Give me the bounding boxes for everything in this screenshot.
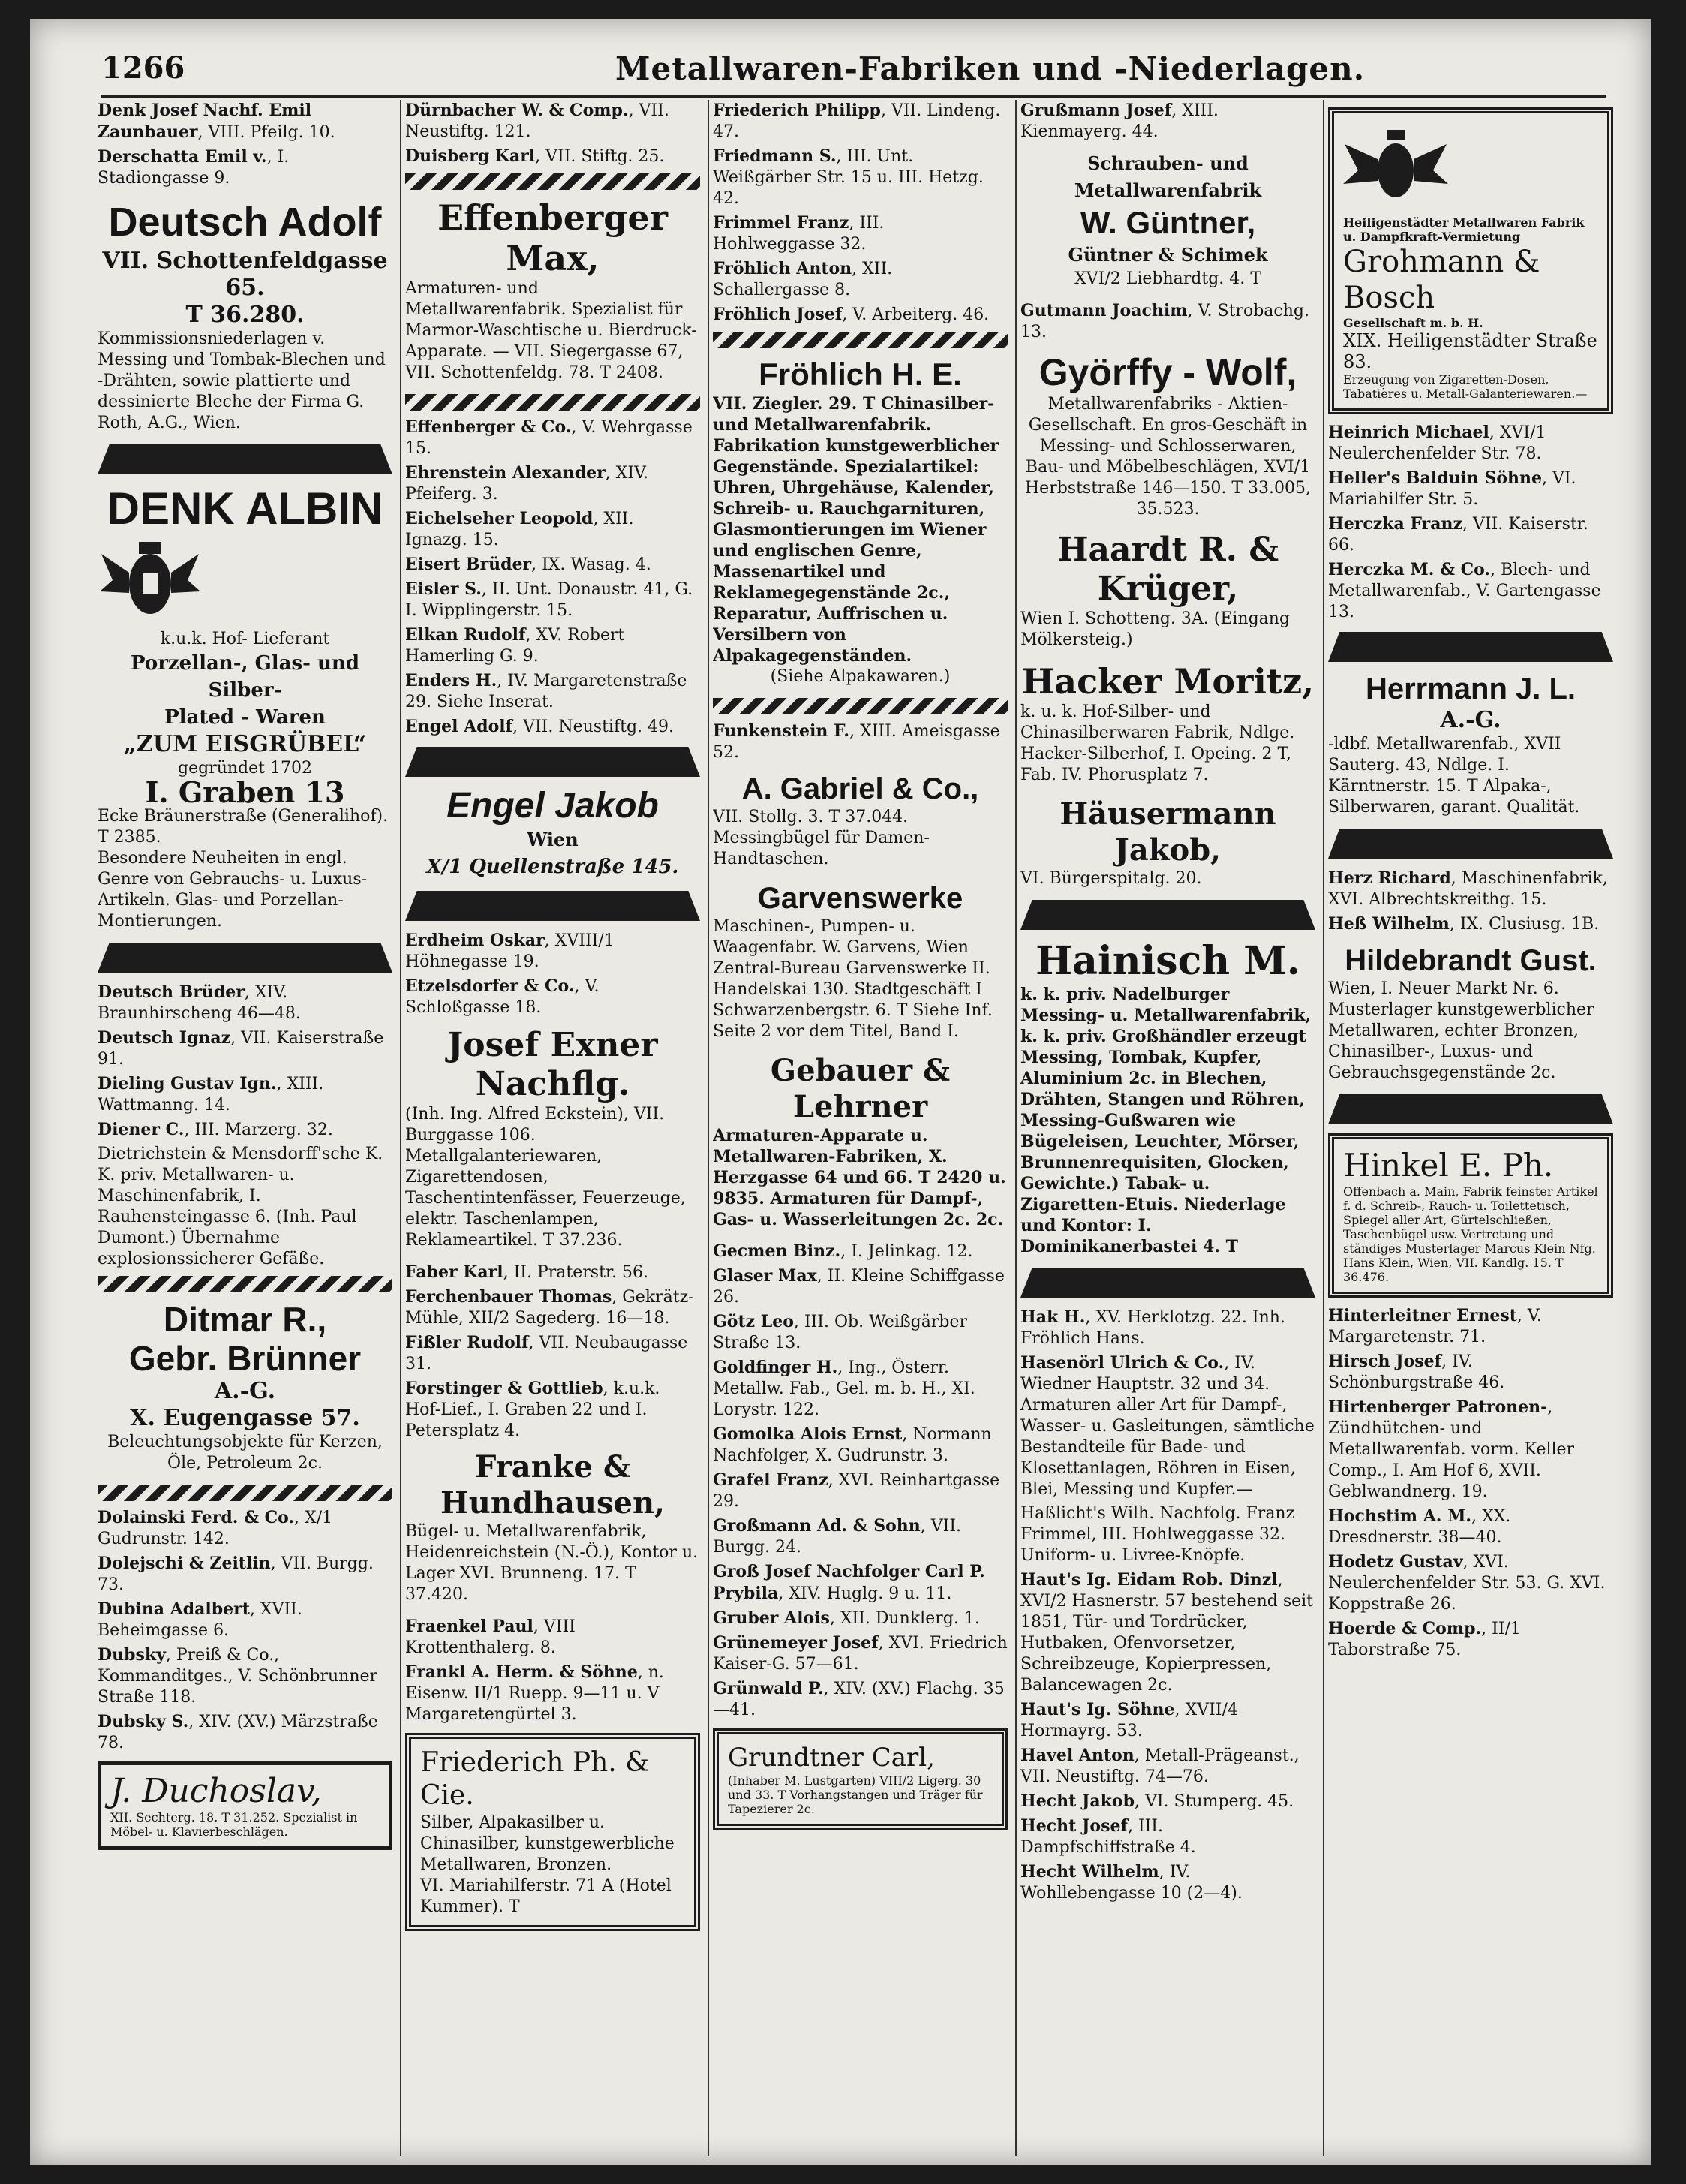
ad-border [405,891,700,921]
ad-border [98,444,392,474]
firm-name: Goldfinger H. [713,1358,838,1377]
ad-text: Ecke Bräunerstraße (Generalihof). T 2385. [98,807,389,847]
firm-name: Hecht Jakob [1020,1791,1135,1811]
ad-text: k. k. priv. Nadelburger Messing- u. Metallwarenfabrik, k. k. priv. Großhändler erzeugt Messing, Tombak, Kupfer, Aluminium 2c. in Blechen, Drähten, Stangen und Röhren, Messing-Gußwaren wie Bügeleisen, Leuchter, Mörser, Brunnenrequisiten, Glocken, Gewichte.) Tabak- u. Zigaretten-Etuis. Niederlage und Kontor: I. Dominikanerbastei 4. T [1020,985,1312,1256]
listing-entry: Haut's Ig. Eidam Rob. Dinzl, XVI/2 Hasnerstr. 57 bestehend seit 1851, Tür- und Tordrücker, Hutbaken, Ofenvorsetzer, Schreibzeuge, Kopierpressen, Balancewagen 2c. [1020,1570,1314,1695]
ad-shop-name: „ZUM EISGRÜBEL“ [123,731,367,757]
ad-address: I. Graben 13 [145,775,345,809]
ad-subtitle: k.u.k. Hof- Lieferant [160,630,330,648]
ad-grundtner [713,1728,1008,1830]
firm-name: Hasenörl Ulrich & Co. [1020,1353,1225,1373]
firm-name: Ehrenstein Alexander [405,463,606,483]
firm-name: Dubina Adalbert [98,1599,250,1619]
ad-gebauer-lehrner [713,1053,1008,1230]
listing-entry: Gomolka Alois Ernst, Normann Nachfolger, X. Gudrunstr. 3. [713,1424,992,1465]
ad-text: VII. Ziegler. 29. T Chinasilber- und Metallwarenfabrik. Fabrikation kunstgewerblicher Gegenstände. Spezialartikel: Uhren, Uhrgehäuse, Kalender, Schreib- u. Rauchgarnituren, Glasmontierungen im Wiener und englischen Genre, Massenartikel und Reklamegegenstände 2c., Reparatur, Auffrischen u. Versilbern von Alpakagegenständen. [713,394,999,666]
ad-name: Grohmann & Bosch [1343,245,1540,315]
ad-ag: A.-G. [214,1378,276,1404]
listing-entry: Deutsch Ignaz, VII. Kaiserstraße 91. [98,1028,384,1069]
firm-name: Grafel Franz [713,1470,828,1490]
listing-entry: Götz Leo, III. Ob. Weißgärber Straße 13. [713,1312,967,1352]
firm-name: Eisert Brüder [405,555,532,574]
ad-border [1020,900,1315,930]
listing-entry: Elkan Rudolf, XV. Robert Hamerling G. 9. [405,625,625,666]
ad-haeusermann [1020,796,1315,889]
ad-name: Häusermann Jakob, [1059,796,1276,868]
listing-entry: Heller's Balduin Söhne, VI. Mariahilfer Str. 5. [1328,468,1576,509]
ad-name: Györffy - Wolf, [1038,351,1297,393]
listing-entry: Hecht Wilhelm, IV. Wohllebengasse 10 (2—4). [1020,1862,1243,1903]
firm-name: Fröhlich Josef [713,305,843,324]
ad-border [713,332,1008,348]
firm-name: Götz Leo [713,1312,794,1331]
listing-entry: Ferchenbauer Thomas, Gekrätz-Mühle, XII/2 Sagederg. 16—18. [405,1287,694,1328]
firm-name: Grußmann Josef [1020,101,1172,120]
listing-entry: Forstinger & Gottlieb, k.u.k. Hof-Lief., I. Graben 22 und I. Petersplatz 4. [405,1379,660,1440]
ad-city: Wien [527,829,579,850]
firm-name: Havel Anton [1020,1746,1135,1765]
listing-entry: Hecht Josef, III. Dampfschiffstraße 4. [1020,1816,1196,1857]
listing-entry: Frimmel Franz, III. Hohlweggasse 32. [713,213,885,254]
firm-name: Forstinger & Gottlieb [405,1379,603,1398]
listing-entry: Engel Adolf, VII. Neustiftg. 49. [405,717,674,736]
listing-entry: Dubsky S., XIV. (XV.) Märzstraße 78. [98,1712,378,1752]
ad-haardt-krueger [1020,531,1315,651]
firm-name: Erdheim Oskar [405,931,545,950]
ad-hildebrandt [1328,943,1613,1084]
ad-border [1020,1268,1315,1298]
listing-entry: Ehrenstein Alexander, XIV. Pfeiferg. 3. [405,463,649,504]
ad-hacker-moritz [1020,661,1315,786]
firm-name: Friedmann S. [713,146,837,166]
ad-text: (Inhaber M. Lustgarten) VIII/2 Ligerg. 30 und 33. T Vorhangstangen und Träger für Tapezierer 2c. [728,1773,983,1816]
ad-name: Fröhlich H. E. [759,356,962,392]
firm-name: Hirtenberger Patronen- [1328,1397,1548,1417]
firm-name: Fißler Rudolf [405,1333,529,1352]
firm-name: Eichelseher Leopold [405,509,594,528]
firm-name: Gutmann Joachim [1020,301,1188,320]
firm-name: Dubsky [98,1645,166,1665]
listing-entry: Fraenkel Paul, VIII Krottenthalerg. 8. [405,1617,576,1657]
firm-name: Hecht Josef [1020,1816,1128,1836]
ad-name: Effenberger Max, [437,197,668,278]
ad-text: Kommissionsniederlagen v. Messing und Tombak-Blechen und -Drähten, sowie plattierte und dessinierte Bleche der Firma G. Roth, A.G., Wien. [98,329,386,432]
listing-entry: Funkenstein F., XIII. Ameisgasse 52. [713,721,1000,762]
firm-name: Glaser Max [713,1266,817,1286]
ad-froehlich-he [713,356,1008,687]
firm-name: Herz Richard [1328,868,1451,888]
firm-name: Gecmen Binz. [713,1241,841,1261]
firm-name: Etzelsdorfer & Co. [405,976,575,996]
ad-goods: Plated - Waren [164,706,326,729]
firm-name: Denk Josef Nachf. Emil Zaunbauer [98,101,312,142]
listing-entry: Fröhlich Josef, V. Arbeiterg. 46. [713,305,990,324]
firm-name: Enders H. [405,671,497,690]
listing-entry: Dubina Adalbert, XVII. Beheimgasse 6. [98,1599,302,1640]
page [30,19,1651,2165]
column-divider [708,100,709,2156]
ad-founded: gegründet 1702 [178,759,312,778]
ad-text: VI. Bürgerspitalg. 20. [1020,869,1202,888]
ad-name: DENK ALBIN [107,483,383,534]
ad-text: Silber, Alpakasilber u. Chinasilber, kunstgewerbliche Metallwaren, Bronzen. [420,1813,675,1874]
listing-entry: Herczka M. & Co., Blech- und Metallwarenfab., V. Gartengasse 13. [1328,560,1601,621]
firm-name: Frimmel Franz [713,213,849,233]
ad-text: Erzeugung von Zigaretten-Dosen, Tabatières u. Metall-Galanteriewaren.— [1343,372,1588,401]
ad-hainisch [1020,939,1315,1257]
listing-entry: Haut's Ig. Söhne, XVII/4 Hormayrg. 53. [1020,1700,1238,1740]
ad-name: A. Gabriel & Co., [741,772,979,805]
listing-entry: Friedmann S., III. Unt. Weißgärber Str. 15 u. III. Hetzg. 42. [713,146,984,208]
ad-address: VII. Schottenfeldgasse 65. [102,248,388,301]
listing-entry: Gecmen Binz., I. Jelinkag. 12. [713,1241,973,1261]
listing-entry: Grafel Franz, XVI. Reinhartgasse 29. [713,1470,1000,1511]
listing-entry: Faber Karl, II. Praterstr. 56. [405,1262,648,1282]
ad-name: Gebauer & Lehrner [770,1053,951,1124]
firm-name: Hochstim A. M. [1328,1506,1472,1526]
ad-name: Friederich Ph. & Cie. [420,1747,650,1811]
listing-entry: Hinterleitner Ernest, V. Margaretenstr. 71. [1328,1306,1542,1346]
firm-name: Dubsky S. [98,1712,189,1731]
column-3 [713,100,1008,2156]
firm-name: Engel Adolf [405,717,513,736]
listing-entry: Groß Josef Nachfolger Carl P. Prybila, XIV. Huglg. 9 u. 11. [713,1562,985,1603]
firm-name: Friederich Philipp [713,101,881,120]
firm-name: Hak H. [1020,1307,1086,1327]
firm-name: Diener C. [98,1120,185,1139]
ad-address: X/1 Quellenstraße 145. [426,856,679,878]
listing-entry: Hodetz Gustav, XVI. Neulerchenfelder Str. 53. G. XVI. Koppstraße 26. [1328,1552,1606,1614]
listing-entry: Eichelseher Leopold, XII. Ignazg. 15. [405,509,634,549]
ad-name: Haardt R. & Krüger, [1056,531,1279,608]
ad-text: -ldbf. Metallwarenfab., XVII Sauterg. 43, Ndlge. I. Kärntnerstr. 15. T Alpaka-, Silberwaren, garant. Qualität. [1328,735,1580,817]
ad-name: Deutsch Adolf [108,200,382,245]
ad-name: Hacker Moritz, [1021,661,1315,702]
firm-name: Dolainski Ferd. & Co. [98,1508,295,1527]
ad-herrmann [1328,671,1613,818]
listing-entry: Grußmann Josef, XIII. Kienmayerg. 44. [1020,101,1219,141]
ad-border [405,394,700,411]
ad-guentner [1020,150,1315,290]
firm-name: Hinterleitner Ernest [1328,1306,1517,1325]
listing-entry: Dubsky, Preiß & Co., Kommanditges., V. Schönbrunner Straße 118. [98,1645,378,1707]
ad-text: Bügel- u. Metallwarenfabrik, Heidenreichstein (N.-Ö.), Kontor u. Lager XVI. Brunneng. 17. T 37.420. [405,1522,699,1604]
ad-address: VI. Mariahilferstr. 71 A (Hotel Kummer). T [420,1876,672,1916]
listing-entry: Eisert Brüder, IX. Wasag. 4. [405,555,651,574]
firm-name: Derschatta Emil v. [98,147,267,167]
firm-name: Elkan Rudolf [405,625,526,645]
listing-entry: Hasenörl Ulrich & Co., IV. Wiedner Hauptstr. 32 und 34. Armaturen aller Art für Dampf-, Wasser- u. Gasleitungen, sämtliche Bestandteile für Bade- und Klosettanlagen, Röhren in Eisen, Blei, Messing und Kupfer.— [1020,1353,1315,1499]
ad-text: XII. Sechterg. 18. T 31.252. Spezialist in Möbel- u. Klavierbeschlägen. [110,1810,358,1839]
ad-text: Beleuchtungsobjekte für Kerzen, Öle, Petroleum 2c. [107,1433,383,1473]
column-divider [1323,100,1324,2156]
firm-name: Hecht Wilhelm [1020,1862,1159,1882]
ad-grohmann-bosch [1328,107,1613,414]
listing-entry: Haßlicht's Wilh. Nachfolg. Franz Frimmel, III. Hohlweggasse 32. Uniform- u. Livree-Knöpfe. [1020,1504,1295,1565]
listing-entry: Gruber Alois, XII. Dunklerg. 1. [713,1608,980,1628]
firm-name: Fröhlich Anton [713,259,852,278]
ad-border [405,747,700,777]
firm-name: Deutsch Brüder [98,982,245,1002]
ad-name: J. Duchoslav, [110,1772,322,1810]
listing-entry: Havel Anton, Metall-Prägeanst., VII. Neustiftg. 74—76. [1020,1746,1300,1786]
listing-entry: Hak H., XV. Herklotzg. 22. Inh. Fröhlich Hans. [1020,1307,1285,1348]
ad-name: Ditmar R., [163,1300,327,1339]
ad-text: Maschinen-, Pumpen- u. Waagenfabr. W. Garvens, Wien Zentral-Bureau Garvenswerke II. Handelskai 130. Stadtgeschäft I Schwarzenbergstr. 6. T Siehe Inf. Seite 2 vor dem Titel, Band I. [713,917,993,1041]
firm-name: Dieling Gustav Ign. [98,1074,277,1094]
ad-name: Hildebrandt Gust. [1345,944,1597,977]
firm-name: Haut's Ig. Söhne [1020,1700,1175,1719]
ad-border [98,1276,392,1292]
ad-subtitle: Gesellschaft m. b. H. [1343,316,1483,330]
listing-entry: Hirsch Josef, IV. Schönburgstraße 46. [1328,1352,1505,1392]
firm-name: Effenberger & Co. [405,417,572,437]
ad-name: Josef Exner Nachflg. [447,1026,658,1103]
ad-ditmar [98,1300,392,1474]
listing-entry: Frankl A. Herm. & Söhne, n. Eisenw. II/1 Ruepp. 9—11 u. V Margaretengürtel 3. [405,1662,664,1724]
listing-entry: Fröhlich Anton, XII. Schallergasse 8. [713,259,893,299]
firm-name: Duisberg Karl [405,146,536,166]
listing-entry: Derschatta Emil v., I. Stadiongasse 9. [98,147,290,188]
column-1 [98,100,392,2156]
listing-entry: Herczka Franz, VII. Kaiserstr. 66. [1328,514,1588,555]
firm-name: Haut's Ig. Eidam Rob. Dinzl [1020,1570,1278,1590]
firm-name: Faber Karl [405,1262,503,1282]
firm-name: Funkenstein F. [713,721,850,741]
firm-name: Heß Wilhelm [1328,914,1450,934]
ad-text: Metallwarenfabriks - Aktien-Gesellschaft. En gros-Geschäft in Messing- und Schlosserwaren, Bau- und Möbelbeschlägen, XVI/1 Herbststraße 146—150. T 33.005, 35.523. [1024,395,1311,519]
listing-entry: Großmann Ad. & Sohn, VII. Burgg. 24. [713,1516,962,1557]
column-divider [400,100,401,2156]
firm-name: Grünemeyer Josef [713,1633,879,1653]
header-rule [101,95,1606,98]
ad-text: Armaturen- und Metallwarenfabrik. Spezialist für Marmor-Waschtische u. Bierdruck-Apparate. — VII. Siegergasse 67, VII. Schottenfeldg. 78. T 2408. [405,279,697,382]
column-4 [1020,100,1315,2156]
ad-hinkel [1328,1133,1613,1298]
ad-address: XIX. Heiligenstädter Straße 83. [1343,330,1597,372]
ad-text: k. u. k. Hof-Silber- und Chinasilberwaren Fabrik, Ndlge. Hacker-Silberhof, I. Opeing. 2 T, Fab. IV. Phorusplatz 7. [1020,702,1295,784]
listing-entry: Grünemeyer Josef, XVI. Friedrich Kaiser-G. 57—61. [713,1633,1008,1674]
ad-name: Franke & Hundhausen, [440,1449,665,1521]
ad-duchoslav [98,1761,392,1850]
listing-entry: Dietrichstein & Mensdorff'sche K. K. priv. Metallwaren- u. Maschinenfabrik, I. Rauhensteingasse 6. (Inh. Paul Dumont.) Übernahme explosionssicherer Gefäße. [98,1145,383,1268]
listing-entry: Dolainski Ferd. & Co., X/1 Gudrunstr. 142. [98,1508,333,1548]
ad-text: Heiligenstädter Metallwaren Fabrik u. Dampfkraft-Vermietung [1343,215,1585,244]
ad-border [1328,829,1613,859]
ad-phone: T 36.280. [185,302,305,328]
ad-text: Offenbach a. Main, Fabrik feinster Artikel f. d. Schreib-, Rauch- u. Toilettetisch, Spiegel aller Art, Gürtelschließen, Taschenbügel usw. Vertretung und ständiges Musterlager Marcus Klein Nfg. Hans Klein, Wien, VII. Kandlg. 15. T 36.476. [1343,1184,1598,1284]
ad-name: W. Güntner, [1080,205,1256,240]
firm-name: Grünwald P. [713,1679,824,1698]
listing-entry: Hecht Jakob, VI. Stumperg. 45. [1020,1791,1294,1811]
ad-exner [405,1026,700,1251]
firm-name: Heller's Balduin Söhne [1328,468,1543,488]
ad-name: Garvenswerke [757,882,963,915]
ad-goods: Porzellan-, Glas- und Silber- [131,652,359,702]
firm-name: Ferchenbauer Thomas [405,1287,612,1307]
ad-text: Wien, I. Neuer Markt Nr. 6. Musterlager kunstgewerblicher Metallwaren, echter Bronzen, Chinasilber-, Luxus- und Gebrauchsgegenstände 2c. [1328,979,1594,1082]
ad-ag: A.-G. [1440,707,1501,733]
ad-name: Hinkel E. Ph. [1343,1147,1554,1184]
ad-border [1328,632,1613,662]
ad-address: X. Eugengasse 57. [130,1405,360,1431]
ad-name: Gebr. Brünner [128,1339,362,1378]
listing-entry: Herz Richard, Maschinenfabrik, XVI. Albrechtskreithg. 15. [1328,868,1608,909]
listing-entry: Eisler S., II. Unt. Donaustr. 41, G. I. Wipplingerstr. 15. [405,579,693,620]
ad-text: Wien I. Schotteng. 3A. (Eingang Mölkersteig.) [1020,609,1291,649]
listing-entry: Duisberg Karl, VII. Stiftg. 25. [405,146,665,166]
ad-name: Grundtner Carl, [728,1743,935,1773]
firm-name: Fraenkel Paul [405,1617,533,1636]
listing-entry: Diener C., III. Marzerg. 32. [98,1120,333,1139]
listing-entry: Hochstim A. M., XX. Dresdnerstr. 38—40. [1328,1506,1511,1547]
firm-name: Gomolka Alois Ernst [713,1424,903,1444]
firm-name: Dürnbacher W. & Comp. [405,101,629,120]
listing-entry: Glaser Max, II. Kleine Schiffgasse 26. [713,1266,1005,1307]
page-number: 1266 [101,50,185,86]
ad-friederich [405,1733,700,1931]
firm-name: Dolejschi & Zeitlin [98,1554,271,1573]
ad-text: (Inh. Ing. Alfred Eckstein), VII. Burggasse 106. Metallgalanteriewaren, Zigarettendosen, Taschentintenfässer, Feuerzeuge, elektr. Taschenlampen, Reklameartikel. T 37.236. [405,1105,686,1250]
listing-entry: Deutsch Brüder, XIV. Braunhirscheng 46—48. [98,982,301,1023]
listing-entry: Friederich Philipp, VII. Lindeng. 47. [713,101,1001,141]
listing-entry: Effenberger & Co., V. Wehrgasse 15. [405,417,693,458]
firm-name: Herczka Franz [1328,514,1462,534]
ad-border [713,698,1008,714]
listing-entry: Denk Josef Nachf. Emil Zaunbauer, VIII. Pfeilg. 10. [98,101,335,142]
ad-franke-hundhausen [405,1449,700,1605]
ad-border [98,943,392,973]
ad-heading: Schrauben- und Metallwarenfabrik [1074,152,1262,201]
ad-border [405,173,700,190]
firm-name: Eisler S. [405,579,482,599]
ad-border [1328,1094,1613,1124]
ad-text: VII. Stollg. 3. T 37.044. Messingbügel für Damen-Handtaschen. [713,808,930,868]
page-title: Metallwaren-Fabriken und -Niederlagen. [615,50,1366,87]
double-eagle-emblem-icon [98,539,203,621]
ad-border [98,1485,392,1501]
listing-entry: Heinrich Michael, XVI/1 Neulerchenfelder Str. 78. [1328,423,1546,463]
ad-denk-albin [98,483,392,932]
listing-entry: Gutmann Joachim, V. Strobachg. 13. [1020,301,1309,341]
ad-effenberger-max [405,197,700,384]
listing-entry: Enders H., IV. Margaretenstraße 29. Siehe Inserat. [405,671,687,711]
listing-entry: Etzelsdorfer & Co., V. Schloßgasse 18. [405,976,600,1017]
ad-gabriel [713,771,1008,870]
ad-garvenswerke [713,880,1008,1042]
column-divider [1015,100,1017,2156]
listing-entry: Dolejschi & Zeitlin, VII. Burgg. 73. [98,1554,374,1594]
firm-name: Großmann Ad. & Sohn [713,1516,921,1536]
listing-entry: Dürnbacher W. & Comp., VII. Neustiftg. 121. [405,101,669,141]
ad-text: Besondere Neuheiten in engl. Genre von Gebrauchs- u. Luxus-Artikeln. Glas- und Porzellan-Montierungen. [98,849,368,931]
ad-name: Herrmann J. L. [1365,672,1576,705]
column-2 [405,100,700,2156]
ad-gyoerffy-wolf [1020,350,1315,520]
firm-name: Heinrich Michael [1328,423,1489,442]
double-eagle-emblem-icon [1343,125,1448,208]
ad-name: Engel Jakob [446,786,659,826]
listing-entry: Goldfinger H., Ing., Österr. Metallw. Fab., Gel. m. b. H., XI. Lorystr. 122. [713,1358,975,1419]
firm-name: Hodetz Gustav [1328,1552,1463,1572]
firm-name: Groß Josef Nachfolger Carl P. Prybila [713,1562,985,1603]
listing-entry: Erdheim Oskar, XVIII/1 Höhnegasse 19. [405,931,615,971]
firm-name: Hoerde & Comp. [1328,1619,1482,1638]
listing-entry: Grünwald P., XIV. (XV.) Flachg. 35—41. [713,1679,1005,1719]
firm-name: Herczka M. & Co. [1328,560,1491,579]
firm-name: Hirsch Josef [1328,1352,1442,1371]
listing-entry: Fißler Rudolf, VII. Neubaugasse 31. [405,1333,688,1373]
ad-note: (Siehe Alpakawaren.) [770,667,951,686]
listing-entry: Dieling Gustav Ign., XIII. Wattmanng. 14. [98,1074,324,1115]
listing-entry: Heß Wilhelm, IX. Clusiusg. 1B. [1328,914,1600,934]
ad-deutsch-adolf [98,197,392,434]
firm-name: Deutsch Ignaz [98,1028,231,1048]
column-5 [1328,100,1613,2156]
ad-engel-jakob [405,786,700,880]
firm-name: Gruber Alois [713,1608,830,1628]
listing-entry: Hirtenberger Patronen-, Zündhütchen- und Metallwarenfab. vorm. Keller Comp., I. Am Hof 6, XVII. Geblwandnerg. 19. [1328,1397,1575,1501]
ad-address: XVI/2 Liebhardtg. 4. T [1074,269,1261,288]
ad-name: Hainisch M. [1035,938,1300,984]
firm-name: Frankl A. Herm. & Söhne [405,1662,638,1682]
ad-text: Armaturen-Apparate u. Metallwaren-Fabriken, X. Herzgasse 64 und 66. T 2420 u. 9835. Armaturen für Dampf-, Gas- u. Wasserleitungen 2c. 2c. [713,1126,1006,1229]
ad-subtitle: Güntner & Schimek [1068,244,1268,266]
listing-entry: Hoerde & Comp., II/1 Taborstraße 75. [1328,1619,1521,1659]
